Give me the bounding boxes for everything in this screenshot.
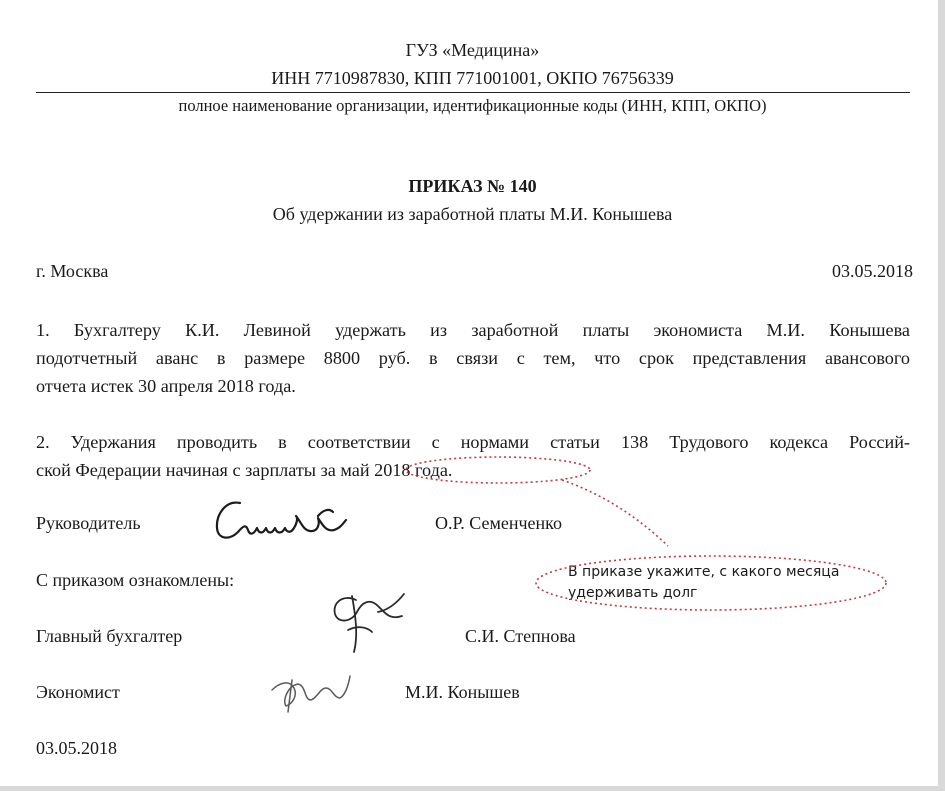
organization-name: ГУЗ «Медицина» bbox=[405, 40, 540, 60]
economist-role: Экономист bbox=[36, 682, 120, 702]
highlight-ellipse bbox=[406, 457, 590, 483]
accountant-role: Главный бухгалтер bbox=[36, 626, 183, 646]
director-name: О.Р. Семенченко bbox=[435, 513, 562, 533]
economist-signature bbox=[272, 676, 350, 712]
acquainted-label: С приказом ознакомлены: bbox=[36, 570, 235, 590]
footer-date: 03.05.2018 bbox=[36, 738, 117, 758]
vertical-scrollbar[interactable] bbox=[938, 0, 945, 791]
accountant-name: С.И. Степнова bbox=[465, 626, 576, 646]
callout-ellipse bbox=[536, 556, 886, 610]
paragraph-line: ской Федерации начиная с зарплаты за май 2018 года. bbox=[36, 460, 453, 480]
paragraph-line: 2. Удержания проводить в соответствии с нормами статьи 138 Трудового кодекса Россий- bbox=[36, 432, 910, 452]
order-date: 03.05.2018 bbox=[832, 261, 913, 281]
annotation-line: удерживать долг bbox=[568, 585, 698, 601]
horizontal-scrollbar[interactable] bbox=[0, 786, 945, 791]
economist-name: М.И. Конышев bbox=[405, 682, 520, 702]
paragraph-line: 1. Бухгалтеру К.И. Левиной удержать из заработной платы экономиста М.И. Конышева bbox=[36, 320, 910, 340]
order-subtitle: Об удержании из заработной платы М.И. Конышева bbox=[272, 204, 673, 224]
annotation-line: В приказе укажите, с какого месяца bbox=[568, 564, 840, 580]
paragraph-line: отчета истек 30 апреля 2018 года. bbox=[36, 376, 296, 396]
paragraph-line: подотчетный аванс в размере 8800 руб. в связи с тем, что срок представления авансового bbox=[36, 348, 910, 368]
organization-codes: ИНН 7710987830, КПП 771001001, ОКПО 76756339 bbox=[271, 68, 674, 88]
organization-caption: полное наименование организации, идентификационные коды (ИНН, КПП, ОКПО) bbox=[178, 96, 767, 115]
director-role: Руководитель bbox=[36, 513, 141, 533]
director-signature bbox=[217, 503, 346, 538]
accountant-signature bbox=[335, 594, 404, 652]
order-title: ПРИКАЗ № 140 bbox=[408, 176, 537, 196]
annotation-connector bbox=[562, 480, 668, 546]
order-city: г. Москва bbox=[36, 261, 109, 281]
